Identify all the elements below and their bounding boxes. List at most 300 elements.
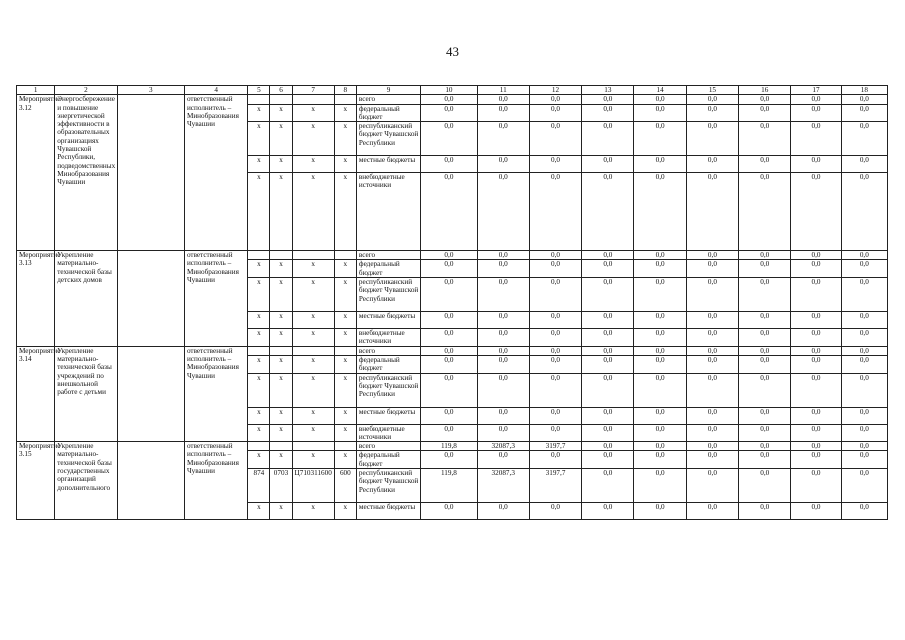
amount-cell: 0,0 — [634, 278, 686, 312]
measure-number: Мероприятие 3.14 — [17, 346, 55, 441]
amount-cell: 0,0 — [791, 260, 841, 278]
budget-code-cell — [270, 346, 292, 355]
budget-code-cell: x — [248, 173, 270, 251]
funding-source: внебюджетные источники — [356, 329, 420, 347]
amount-cell: 0,0 — [739, 373, 791, 407]
budget-code-cell: x — [248, 260, 270, 278]
amount-cell: 0,0 — [421, 312, 477, 329]
amount-cell: 0,0 — [529, 173, 581, 251]
amount-cell: 32087,3 — [477, 469, 529, 503]
amount-cell: 0,0 — [421, 346, 477, 355]
budget-code-cell: x — [292, 173, 334, 251]
budget-code-cell: x — [292, 451, 334, 469]
amount-cell: 0,0 — [634, 407, 686, 424]
amount-cell: 0,0 — [791, 251, 841, 260]
budget-code-cell: x — [334, 312, 356, 329]
amount-cell: 0,0 — [791, 451, 841, 469]
amount-cell: 0,0 — [582, 260, 634, 278]
amount-cell: 0,0 — [686, 451, 738, 469]
amount-cell: 0,0 — [791, 173, 841, 251]
amount-cell: 0,0 — [582, 156, 634, 173]
budget-code-cell: x — [292, 424, 334, 442]
amount-cell: 0,0 — [739, 346, 791, 355]
amount-cell: 0,0 — [634, 95, 686, 104]
budget-code-cell — [270, 442, 292, 451]
amount-cell: 0,0 — [477, 95, 529, 104]
amount-cell: 0,0 — [634, 503, 686, 520]
amount-cell: 0,0 — [421, 156, 477, 173]
budget-code-cell: x — [270, 503, 292, 520]
amount-cell: 0,0 — [529, 346, 581, 355]
budget-code-cell: x — [270, 122, 292, 156]
funding-source: местные бюджеты — [356, 503, 420, 520]
empty-cell — [117, 442, 184, 520]
budget-code-cell: x — [334, 373, 356, 407]
budget-code-cell: x — [248, 355, 270, 373]
amount-cell: 0,0 — [739, 278, 791, 312]
amount-cell: 0,0 — [477, 122, 529, 156]
amount-cell: 0,0 — [841, 156, 887, 173]
amount-cell: 0,0 — [582, 424, 634, 442]
funding-source: всего — [356, 442, 420, 451]
budget-code-cell: x — [248, 373, 270, 407]
empty-cell — [117, 95, 184, 251]
budget-code-cell: x — [292, 278, 334, 312]
amount-cell: 0,0 — [841, 355, 887, 373]
amount-cell: 0,0 — [686, 95, 738, 104]
amount-cell: 0,0 — [634, 346, 686, 355]
budget-code-cell: Ц710311600 — [292, 469, 334, 503]
amount-cell: 0,0 — [791, 156, 841, 173]
amount-cell: 0,0 — [791, 346, 841, 355]
amount-cell: 0,0 — [477, 355, 529, 373]
measure-number: Мероприятие 3.13 — [17, 251, 55, 346]
amount-cell: 0,0 — [739, 469, 791, 503]
budget-code-cell: x — [334, 122, 356, 156]
amount-cell: 0,0 — [791, 95, 841, 104]
amount-cell: 0,0 — [582, 503, 634, 520]
amount-cell: 0,0 — [686, 346, 738, 355]
budget-code-cell: 874 — [248, 469, 270, 503]
amount-cell: 0,0 — [421, 329, 477, 347]
amount-cell: 0,0 — [477, 407, 529, 424]
amount-cell: 0,0 — [529, 373, 581, 407]
amount-cell: 0,0 — [582, 173, 634, 251]
amount-cell: 0,0 — [634, 312, 686, 329]
budget-code-cell: x — [270, 451, 292, 469]
amount-cell: 0,0 — [634, 442, 686, 451]
amount-cell: 0,0 — [841, 95, 887, 104]
budget-code-cell: x — [270, 156, 292, 173]
amount-cell: 0,0 — [529, 260, 581, 278]
budget-code-cell: x — [248, 424, 270, 442]
amount-cell: 0,0 — [529, 104, 581, 122]
amount-cell: 0,0 — [582, 442, 634, 451]
column-header: 4 — [184, 86, 247, 95]
amount-cell: 0,0 — [421, 407, 477, 424]
funding-source: всего — [356, 251, 420, 260]
amount-cell: 0,0 — [739, 156, 791, 173]
amount-cell: 0,0 — [634, 104, 686, 122]
budget-code-cell: x — [334, 156, 356, 173]
budget-code-cell — [248, 251, 270, 260]
column-header: 14 — [634, 86, 686, 95]
column-header: 18 — [841, 86, 887, 95]
amount-cell: 0,0 — [529, 278, 581, 312]
column-header: 16 — [739, 86, 791, 95]
amount-cell: 0,0 — [634, 251, 686, 260]
amount-cell: 0,0 — [739, 95, 791, 104]
amount-cell: 0,0 — [529, 407, 581, 424]
amount-cell: 0,0 — [421, 104, 477, 122]
amount-cell: 0,0 — [739, 451, 791, 469]
budget-code-cell: x — [248, 156, 270, 173]
amount-cell: 0,0 — [841, 122, 887, 156]
funding-source: местные бюджеты — [356, 407, 420, 424]
amount-cell: 0,0 — [529, 122, 581, 156]
amount-cell: 3197,7 — [529, 442, 581, 451]
budget-code-cell: x — [270, 373, 292, 407]
amount-cell: 0,0 — [529, 251, 581, 260]
amount-cell: 0,0 — [841, 329, 887, 347]
amount-cell: 3197,7 — [529, 469, 581, 503]
budget-code-cell: x — [292, 260, 334, 278]
amount-cell: 0,0 — [529, 451, 581, 469]
budget-code-cell: x — [248, 503, 270, 520]
budget-code-cell: x — [270, 278, 292, 312]
amount-cell: 0,0 — [634, 451, 686, 469]
amount-cell: 0,0 — [421, 503, 477, 520]
amount-cell: 0,0 — [421, 173, 477, 251]
budget-code-cell — [248, 442, 270, 451]
amount-cell: 0,0 — [582, 346, 634, 355]
budget-code-cell: x — [270, 424, 292, 442]
amount-cell: 0,0 — [686, 156, 738, 173]
measure-title: Энергосбережение и повышение энергетической эффективности в образовательных организациях Чувашской Республики, подведомственных Минобразования Чувашии — [55, 95, 117, 251]
budget-code-cell — [334, 251, 356, 260]
amount-cell: 0,0 — [739, 424, 791, 442]
budget-code-cell: x — [292, 104, 334, 122]
budget-code-cell: x — [270, 173, 292, 251]
amount-cell: 0,0 — [529, 329, 581, 347]
budget-code-cell — [292, 442, 334, 451]
amount-cell: 0,0 — [739, 442, 791, 451]
amount-cell: 0,0 — [686, 424, 738, 442]
budget-code-cell: 600 — [334, 469, 356, 503]
page-number: 43 — [446, 44, 459, 59]
column-header: 10 — [421, 86, 477, 95]
amount-cell: 0,0 — [477, 346, 529, 355]
amount-cell: 0,0 — [582, 95, 634, 104]
amount-cell: 0,0 — [634, 424, 686, 442]
amount-cell: 0,0 — [421, 373, 477, 407]
responsible-executor: ответственный исполнитель – Минобразования Чувашии — [184, 251, 247, 346]
budget-code-cell — [292, 346, 334, 355]
amount-cell: 0,0 — [686, 251, 738, 260]
amount-cell: 0,0 — [634, 373, 686, 407]
amount-cell: 0,0 — [739, 173, 791, 251]
amount-cell: 0,0 — [841, 373, 887, 407]
amount-cell: 0,0 — [791, 503, 841, 520]
amount-cell: 0,0 — [634, 156, 686, 173]
amount-cell: 0,0 — [841, 346, 887, 355]
amount-cell: 0,0 — [582, 469, 634, 503]
budget-code-cell: x — [292, 503, 334, 520]
amount-cell: 0,0 — [686, 355, 738, 373]
column-header: 9 — [356, 86, 420, 95]
amount-cell: 0,0 — [582, 278, 634, 312]
column-header: 8 — [334, 86, 356, 95]
amount-cell: 0,0 — [686, 312, 738, 329]
amount-cell: 0,0 — [421, 95, 477, 104]
amount-cell: 0,0 — [739, 407, 791, 424]
amount-cell: 0,0 — [791, 278, 841, 312]
amount-cell: 0,0 — [634, 122, 686, 156]
budget-code-cell: x — [334, 278, 356, 312]
budget-code-cell — [334, 442, 356, 451]
column-header: 7 — [292, 86, 334, 95]
amount-cell: 0,0 — [791, 424, 841, 442]
column-header: 5 — [248, 86, 270, 95]
amount-cell: 0,0 — [841, 251, 887, 260]
amount-cell: 0,0 — [582, 451, 634, 469]
budget-code-cell: x — [292, 355, 334, 373]
amount-cell: 0,0 — [634, 355, 686, 373]
amount-cell: 0,0 — [791, 407, 841, 424]
budget-code-cell — [292, 251, 334, 260]
amount-cell: 0,0 — [477, 260, 529, 278]
budget-code-cell: x — [334, 355, 356, 373]
amount-cell: 0,0 — [582, 407, 634, 424]
column-header: 6 — [270, 86, 292, 95]
amount-cell: 0,0 — [634, 469, 686, 503]
amount-cell: 0,0 — [529, 156, 581, 173]
amount-cell: 0,0 — [582, 312, 634, 329]
funding-source: всего — [356, 346, 420, 355]
funding-source: федеральный бюджет — [356, 355, 420, 373]
budget-code-cell: x — [292, 156, 334, 173]
amount-cell: 0,0 — [421, 355, 477, 373]
budget-code-cell: x — [334, 503, 356, 520]
amount-cell: 0,0 — [841, 260, 887, 278]
amount-cell: 0,0 — [421, 251, 477, 260]
budget-code-cell: x — [334, 104, 356, 122]
budget-code-cell: x — [334, 451, 356, 469]
budget-code-cell: x — [292, 329, 334, 347]
amount-cell: 0,0 — [529, 312, 581, 329]
funding-source: республиканский бюджет Чувашской Республики — [356, 469, 420, 503]
budget-code-cell: x — [248, 104, 270, 122]
amount-cell: 0,0 — [739, 122, 791, 156]
amount-cell: 0,0 — [739, 503, 791, 520]
amount-cell: 0,0 — [582, 329, 634, 347]
budget-code-cell: 0703 — [270, 469, 292, 503]
column-header: 1 — [17, 86, 55, 95]
amount-cell: 0,0 — [841, 424, 887, 442]
budget-code-cell: x — [292, 373, 334, 407]
amount-cell: 0,0 — [791, 442, 841, 451]
amount-cell: 0,0 — [582, 355, 634, 373]
amount-cell: 0,0 — [477, 503, 529, 520]
budget-code-cell: x — [248, 278, 270, 312]
amount-cell: 0,0 — [841, 104, 887, 122]
amount-cell: 0,0 — [841, 312, 887, 329]
amount-cell: 0,0 — [529, 424, 581, 442]
amount-cell: 0,0 — [582, 373, 634, 407]
budget-code-cell — [248, 346, 270, 355]
budget-code-cell: x — [292, 407, 334, 424]
amount-cell: 0,0 — [739, 329, 791, 347]
amount-cell: 0,0 — [634, 260, 686, 278]
amount-cell: 0,0 — [791, 373, 841, 407]
budget-code-cell: x — [248, 407, 270, 424]
amount-cell: 0,0 — [791, 469, 841, 503]
responsible-executor: ответственный исполнитель – Минобразования Чувашии — [184, 346, 247, 441]
amount-cell: 0,0 — [686, 373, 738, 407]
amount-cell: 0,0 — [582, 251, 634, 260]
table-row — [17, 442, 888, 451]
budget-code-cell: x — [334, 173, 356, 251]
funding-source: республиканский бюджет Чувашской Республики — [356, 278, 420, 312]
amount-cell: 0,0 — [421, 424, 477, 442]
budget-code-cell: x — [334, 424, 356, 442]
amount-cell: 0,0 — [841, 469, 887, 503]
responsible-executor: ответственный исполнитель – Минобразования Чувашии — [184, 442, 247, 520]
amount-cell: 0,0 — [791, 355, 841, 373]
amount-cell: 119,8 — [421, 469, 477, 503]
amount-cell: 0,0 — [477, 104, 529, 122]
measure-number: Мероприятие 3.12 — [17, 95, 55, 251]
amount-cell: 0,0 — [477, 373, 529, 407]
amount-cell: 0,0 — [477, 312, 529, 329]
amount-cell: 0,0 — [529, 503, 581, 520]
funding-source: федеральный бюджет — [356, 451, 420, 469]
amount-cell: 0,0 — [686, 122, 738, 156]
amount-cell: 0,0 — [686, 173, 738, 251]
funding-source: федеральный бюджет — [356, 104, 420, 122]
amount-cell: 0,0 — [529, 95, 581, 104]
amount-cell: 0,0 — [634, 173, 686, 251]
amount-cell: 0,0 — [686, 278, 738, 312]
budget-code-cell: x — [270, 407, 292, 424]
amount-cell: 0,0 — [421, 122, 477, 156]
amount-cell: 0,0 — [791, 122, 841, 156]
amount-cell: 0,0 — [477, 329, 529, 347]
budget-table — [16, 85, 888, 520]
column-header: 13 — [582, 86, 634, 95]
budget-code-cell: x — [270, 260, 292, 278]
budget-code-cell: x — [248, 451, 270, 469]
amount-cell: 0,0 — [841, 173, 887, 251]
amount-cell: 119,8 — [421, 442, 477, 451]
budget-code-cell — [292, 95, 334, 104]
budget-code-cell: x — [248, 329, 270, 347]
amount-cell: 0,0 — [421, 260, 477, 278]
column-header: 2 — [55, 86, 117, 95]
amount-cell: 0,0 — [791, 329, 841, 347]
column-header: 17 — [791, 86, 841, 95]
responsible-executor: ответственный исполнитель – Минобразования Чувашии — [184, 95, 247, 251]
funding-source: местные бюджеты — [356, 312, 420, 329]
budget-code-cell: x — [334, 329, 356, 347]
funding-source: внебюджетные источники — [356, 173, 420, 251]
measure-title: Укрепление материально-технической базы государственных организаций дополнительного — [55, 442, 117, 520]
empty-cell — [117, 346, 184, 441]
amount-cell: 0,0 — [421, 451, 477, 469]
amount-cell: 0,0 — [791, 104, 841, 122]
column-header: 12 — [529, 86, 581, 95]
funding-source: местные бюджеты — [356, 156, 420, 173]
measure-title: Укрепление материально-технической базы учреждений по внешкольной работе с детьми — [55, 346, 117, 441]
budget-code-cell: x — [270, 329, 292, 347]
amount-cell: 0,0 — [739, 104, 791, 122]
funding-source: республиканский бюджет Чувашской Республики — [356, 373, 420, 407]
amount-cell: 0,0 — [686, 469, 738, 503]
amount-cell: 0,0 — [477, 156, 529, 173]
amount-cell: 32087,3 — [477, 442, 529, 451]
budget-code-cell — [248, 95, 270, 104]
column-header: 11 — [477, 86, 529, 95]
amount-cell: 0,0 — [686, 260, 738, 278]
amount-cell: 0,0 — [841, 278, 887, 312]
amount-cell: 0,0 — [477, 278, 529, 312]
empty-cell — [117, 251, 184, 346]
amount-cell: 0,0 — [477, 451, 529, 469]
header-row — [17, 86, 888, 95]
budget-code-cell — [270, 251, 292, 260]
amount-cell: 0,0 — [582, 122, 634, 156]
amount-cell: 0,0 — [477, 251, 529, 260]
table-row — [17, 346, 888, 355]
table-row — [17, 251, 888, 260]
amount-cell: 0,0 — [686, 503, 738, 520]
budget-code-cell — [334, 95, 356, 104]
amount-cell: 0,0 — [529, 355, 581, 373]
amount-cell: 0,0 — [477, 424, 529, 442]
column-header: 15 — [686, 86, 738, 95]
measure-title: Укрепление материально-технической базы детских домов — [55, 251, 117, 346]
amount-cell: 0,0 — [582, 104, 634, 122]
amount-cell: 0,0 — [686, 442, 738, 451]
budget-code-cell — [270, 95, 292, 104]
amount-cell: 0,0 — [841, 407, 887, 424]
amount-cell: 0,0 — [686, 407, 738, 424]
budget-code-cell: x — [334, 260, 356, 278]
budget-code-cell: x — [248, 312, 270, 329]
amount-cell: 0,0 — [477, 173, 529, 251]
budget-code-cell — [334, 346, 356, 355]
amount-cell: 0,0 — [739, 355, 791, 373]
amount-cell: 0,0 — [739, 251, 791, 260]
amount-cell: 0,0 — [841, 442, 887, 451]
funding-source: республиканский бюджет Чувашской Республики — [356, 122, 420, 156]
funding-source: федеральный бюджет — [356, 260, 420, 278]
amount-cell: 0,0 — [686, 104, 738, 122]
budget-code-cell: x — [334, 407, 356, 424]
funding-source: внебюджетные источники — [356, 424, 420, 442]
budget-code-cell: x — [292, 122, 334, 156]
table-row — [17, 95, 888, 104]
amount-cell: 0,0 — [634, 329, 686, 347]
amount-cell: 0,0 — [739, 260, 791, 278]
amount-cell: 0,0 — [739, 312, 791, 329]
amount-cell: 0,0 — [841, 451, 887, 469]
amount-cell: 0,0 — [841, 503, 887, 520]
budget-code-cell: x — [270, 355, 292, 373]
funding-source: всего — [356, 95, 420, 104]
budget-code-cell: x — [248, 122, 270, 156]
amount-cell: 0,0 — [686, 329, 738, 347]
